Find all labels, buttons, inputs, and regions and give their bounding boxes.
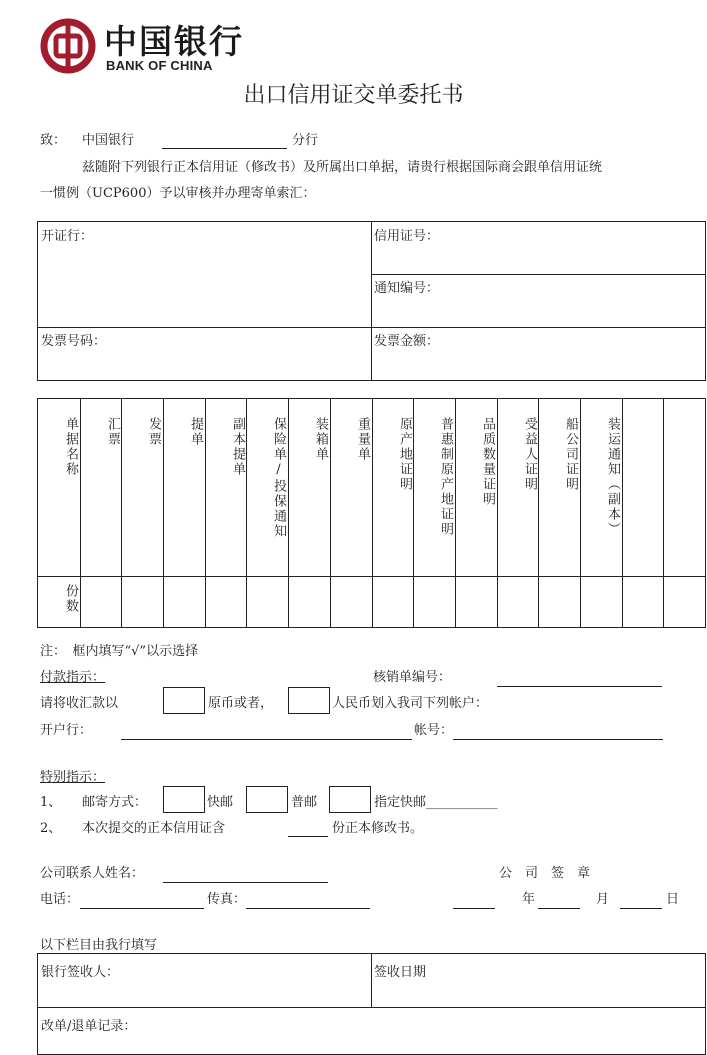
page-title: 出口信用证交单委托书: [243, 83, 464, 108]
lc-amendment-suffix: 份正本修改书。: [332, 821, 424, 836]
bank-name-cn: 中国银行: [104, 22, 244, 61]
writeoff-label: 核销单编号：: [373, 670, 452, 685]
item2-number: 2、: [40, 821, 62, 836]
to-label: 致：: [40, 133, 67, 148]
special-heading: 特别指示：: [40, 770, 106, 785]
express-checkbox[interactable]: [163, 786, 205, 813]
rmb-transfer-label: 人民币划入我司下列帐户：: [332, 696, 489, 711]
designated-express-checkbox[interactable]: [329, 786, 371, 813]
docs-copies-cell[interactable]: [538, 576, 580, 627]
issuing-bank-field[interactable]: 开证行：: [41, 229, 94, 244]
month-field[interactable]: [538, 908, 580, 909]
docs-table-header: 发票: [146, 417, 161, 447]
bank-of-china-logo-icon: [40, 18, 96, 74]
docs-copies-cell[interactable]: [121, 576, 163, 627]
bank-name-en: BANK OF CHINA: [106, 58, 213, 73]
docs-table-header: 提单: [188, 417, 203, 447]
mail-method-label: 邮寄方式：: [82, 795, 148, 810]
branch-label: 分行: [292, 133, 319, 148]
intro-line-2: 一惯例（UCP600）予以审核并办理寄单索汇：: [40, 186, 316, 201]
contact-name-field[interactable]: [163, 882, 328, 883]
docs-table-header: 单据名称: [63, 417, 78, 477]
designated-express-label: 指定快邮___________: [374, 795, 498, 810]
docs-copies-cell[interactable]: [580, 576, 622, 627]
info-table: [37, 221, 706, 381]
fax-label: 传真：: [207, 892, 247, 907]
company-seal-label: 公 司 签 章: [499, 866, 591, 881]
docs-copies-cell[interactable]: [330, 576, 372, 627]
open-bank-label: 开户行：: [40, 723, 93, 738]
docs-copies-cell[interactable]: [455, 576, 497, 627]
docs-copies-cell[interactable]: [288, 576, 330, 627]
docs-copies-cell[interactable]: [497, 576, 539, 627]
docs-table-header: 装箱单: [313, 417, 328, 462]
lc-amendment-label: 本次提交的正本信用证含: [82, 821, 226, 836]
branch-field[interactable]: [162, 148, 287, 149]
open-bank-field[interactable]: [121, 739, 412, 740]
receipt-date-field[interactable]: 签收日期: [374, 965, 427, 980]
regular-mail-label: 普邮: [291, 795, 318, 810]
day-field[interactable]: [620, 908, 662, 909]
year-field[interactable]: [453, 908, 495, 909]
docs-copies-cell[interactable]: [372, 576, 414, 627]
account-field[interactable]: [453, 739, 663, 740]
rmb-checkbox[interactable]: [288, 687, 330, 714]
express-label: 快邮: [207, 795, 234, 810]
invoice-amount-field[interactable]: 发票金额：: [374, 334, 440, 349]
notice-number-field[interactable]: 通知编号：: [374, 281, 440, 296]
writeoff-number-field[interactable]: [497, 686, 662, 687]
docs-table-header: 装运通知（副本）: [605, 417, 620, 537]
payment-heading: 付款指示：: [40, 670, 106, 685]
docs-copies-cell[interactable]: [205, 576, 247, 627]
docs-table-header: 原产地证明: [397, 417, 412, 492]
docs-copies-cell[interactable]: [163, 576, 205, 627]
docs-table-header: 品质数量证明: [480, 417, 495, 507]
docs-table-header: 受益人证明: [522, 417, 537, 492]
docs-copies-cell[interactable]: [246, 576, 288, 627]
docs-copies-cell[interactable]: [80, 576, 122, 627]
year-label: 年: [522, 892, 536, 907]
note-text: 注： 框内填写“√”以示选择: [40, 644, 199, 659]
bank-label: 中国银行: [82, 133, 135, 148]
docs-table-header: 保险单/投保通知: [271, 417, 286, 539]
item1-number: 1、: [40, 795, 62, 810]
documents-table: [37, 398, 706, 628]
lc-number-field[interactable]: 信用证号：: [374, 229, 440, 244]
fax-field[interactable]: [246, 908, 370, 909]
amendment-record-field[interactable]: 改单/退单记录：: [41, 1019, 137, 1034]
docs-table-header: 船公司证明: [563, 417, 578, 492]
original-currency-label: 原币或者，: [208, 696, 274, 711]
contact-name-label: 公司联系人姓名：: [40, 866, 145, 881]
docs-copies-cell[interactable]: [413, 576, 455, 627]
amendment-count-field[interactable]: [288, 836, 328, 837]
payment-line-prefix: 请将收汇款以: [40, 696, 119, 711]
docs-table-header: 重量单: [355, 417, 370, 462]
month-label: 月: [596, 892, 610, 907]
account-label: 帐号：: [414, 723, 454, 738]
docs-table-header: 普惠制原产地证明: [438, 417, 453, 537]
intro-line-1: 兹随附下列银行正本信用证（修改书）及所属出口单据，请贵行根据国际商会跟单信用证统: [82, 160, 603, 175]
docs-copies-cell[interactable]: [663, 576, 705, 627]
docs-copies-cell[interactable]: [622, 576, 664, 627]
day-label: 日: [666, 892, 680, 907]
bank-section-table: [37, 953, 706, 1055]
bank-receiver-field[interactable]: 银行签收人：: [41, 965, 120, 980]
copies-label: 份数: [63, 584, 78, 614]
docs-table-header: 汇票: [105, 417, 120, 447]
phone-field[interactable]: [80, 908, 204, 909]
invoice-number-field[interactable]: 发票号码：: [41, 334, 107, 349]
regular-mail-checkbox[interactable]: [246, 786, 288, 813]
docs-table-header: 副本提单: [230, 417, 245, 477]
phone-label: 电话：: [40, 892, 80, 907]
bank-section-heading: 以下栏目由我行填写: [40, 938, 158, 953]
original-currency-checkbox[interactable]: [163, 687, 205, 714]
